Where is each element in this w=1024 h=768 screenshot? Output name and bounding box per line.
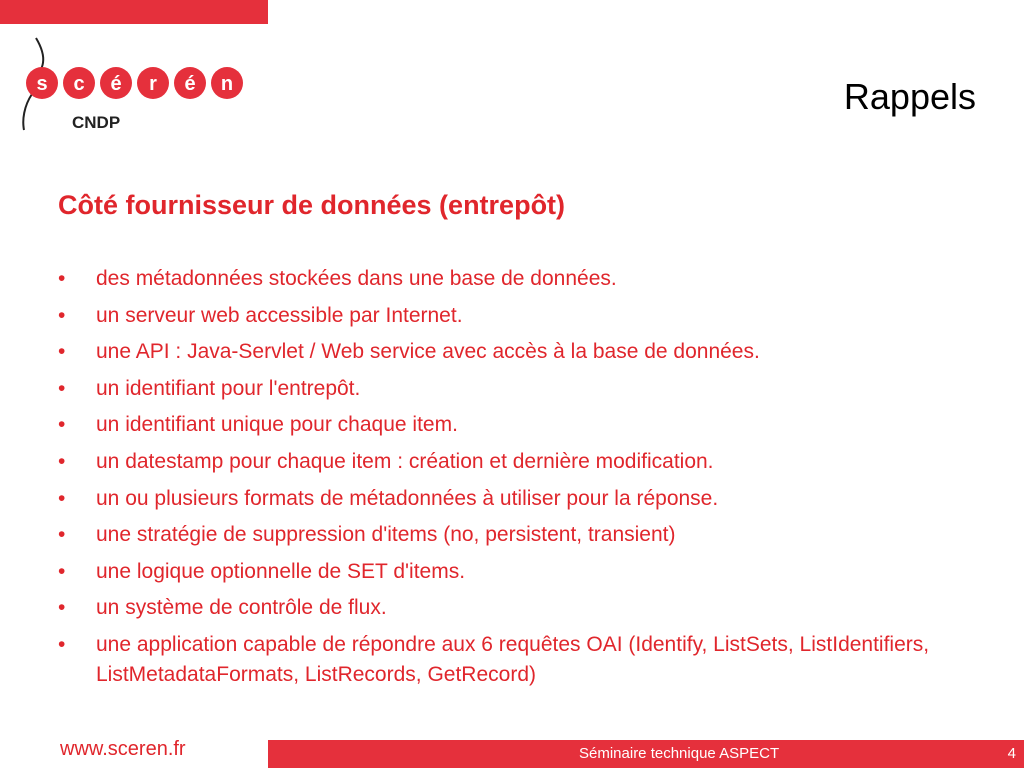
bullet-dot-icon: •	[58, 376, 66, 400]
footer-url: www.sceren.fr	[60, 738, 186, 760]
bullet-dot-icon: •	[58, 523, 66, 547]
bullet-item	[58, 630, 988, 690]
bullet-text: un serveur web accessible par Internet.	[96, 303, 463, 327]
footer-label: Séminaire technique ASPECT	[579, 745, 780, 762]
bullet-item	[58, 447, 988, 477]
logo-letter: c	[73, 73, 85, 95]
section-heading: Côté fournisseur de données (entrepôt)	[58, 190, 566, 220]
bullet-text: un identifiant unique pour chaque item.	[96, 413, 458, 437]
bullet-item	[58, 337, 988, 367]
logo-subtitle: CNDP	[72, 113, 121, 132]
bullet-dot-icon: •	[58, 559, 66, 583]
logo-letter: é	[110, 73, 122, 95]
bullet-item	[58, 593, 988, 623]
logo-letter: é	[184, 73, 196, 95]
bullet-dot-icon: •	[58, 303, 66, 327]
page-number: 4	[1007, 745, 1016, 762]
bullet-dot-icon: •	[58, 632, 66, 656]
bullet-text: une application capable de répondre aux 6 requêtes OAI (Identify, ListSets, ListIdentifiers, ListMetadataFormats, ListRecords, GetRecord)	[96, 632, 930, 686]
bullet-text: un identifiant pour l'entrepôt.	[96, 376, 361, 400]
bullet-item	[58, 520, 988, 550]
bullet-item	[58, 484, 988, 514]
bullet-dot-icon: •	[58, 486, 66, 510]
bullet-item	[58, 264, 988, 294]
bullet-item	[58, 301, 988, 331]
logo-letter: r	[149, 73, 157, 95]
bullet-dot-icon: •	[58, 449, 66, 473]
bullet-dot-icon: •	[58, 596, 66, 620]
bullet-dot-icon: •	[58, 413, 66, 437]
bullet-list	[58, 264, 988, 697]
logo-letter: s	[36, 73, 48, 95]
sceren-logo	[14, 30, 254, 140]
bullet-item	[58, 557, 988, 587]
bullet-item	[58, 410, 988, 440]
footer-bar	[268, 740, 1024, 768]
bullet-text: un datestamp pour chaque item : création et dernière modification.	[96, 449, 714, 473]
bullet-dot-icon: •	[58, 267, 66, 290]
top-accent-bar	[0, 0, 268, 24]
bullet-dot-icon: •	[58, 340, 66, 364]
bullet-text: une API : Java-Servlet / Web service avec accès à la base de données.	[96, 340, 760, 364]
logo-circles	[26, 67, 243, 99]
slide-title: Rappels	[843, 76, 976, 117]
bullet-text: un ou plusieurs formats de métadonnées à utiliser pour la réponse.	[96, 486, 719, 510]
logo-swoosh-bottom	[23, 94, 32, 130]
bullet-item	[58, 374, 988, 404]
bullet-text: des métadonnées stockées dans une base de données.	[96, 267, 617, 290]
bullet-text: un système de contrôle de flux.	[96, 596, 387, 620]
bullet-text: une logique optionnelle de SET d'items.	[96, 559, 466, 583]
bullet-text: une stratégie de suppression d'items (no, persistent, transient)	[96, 523, 676, 547]
logo-letter: n	[220, 73, 234, 95]
